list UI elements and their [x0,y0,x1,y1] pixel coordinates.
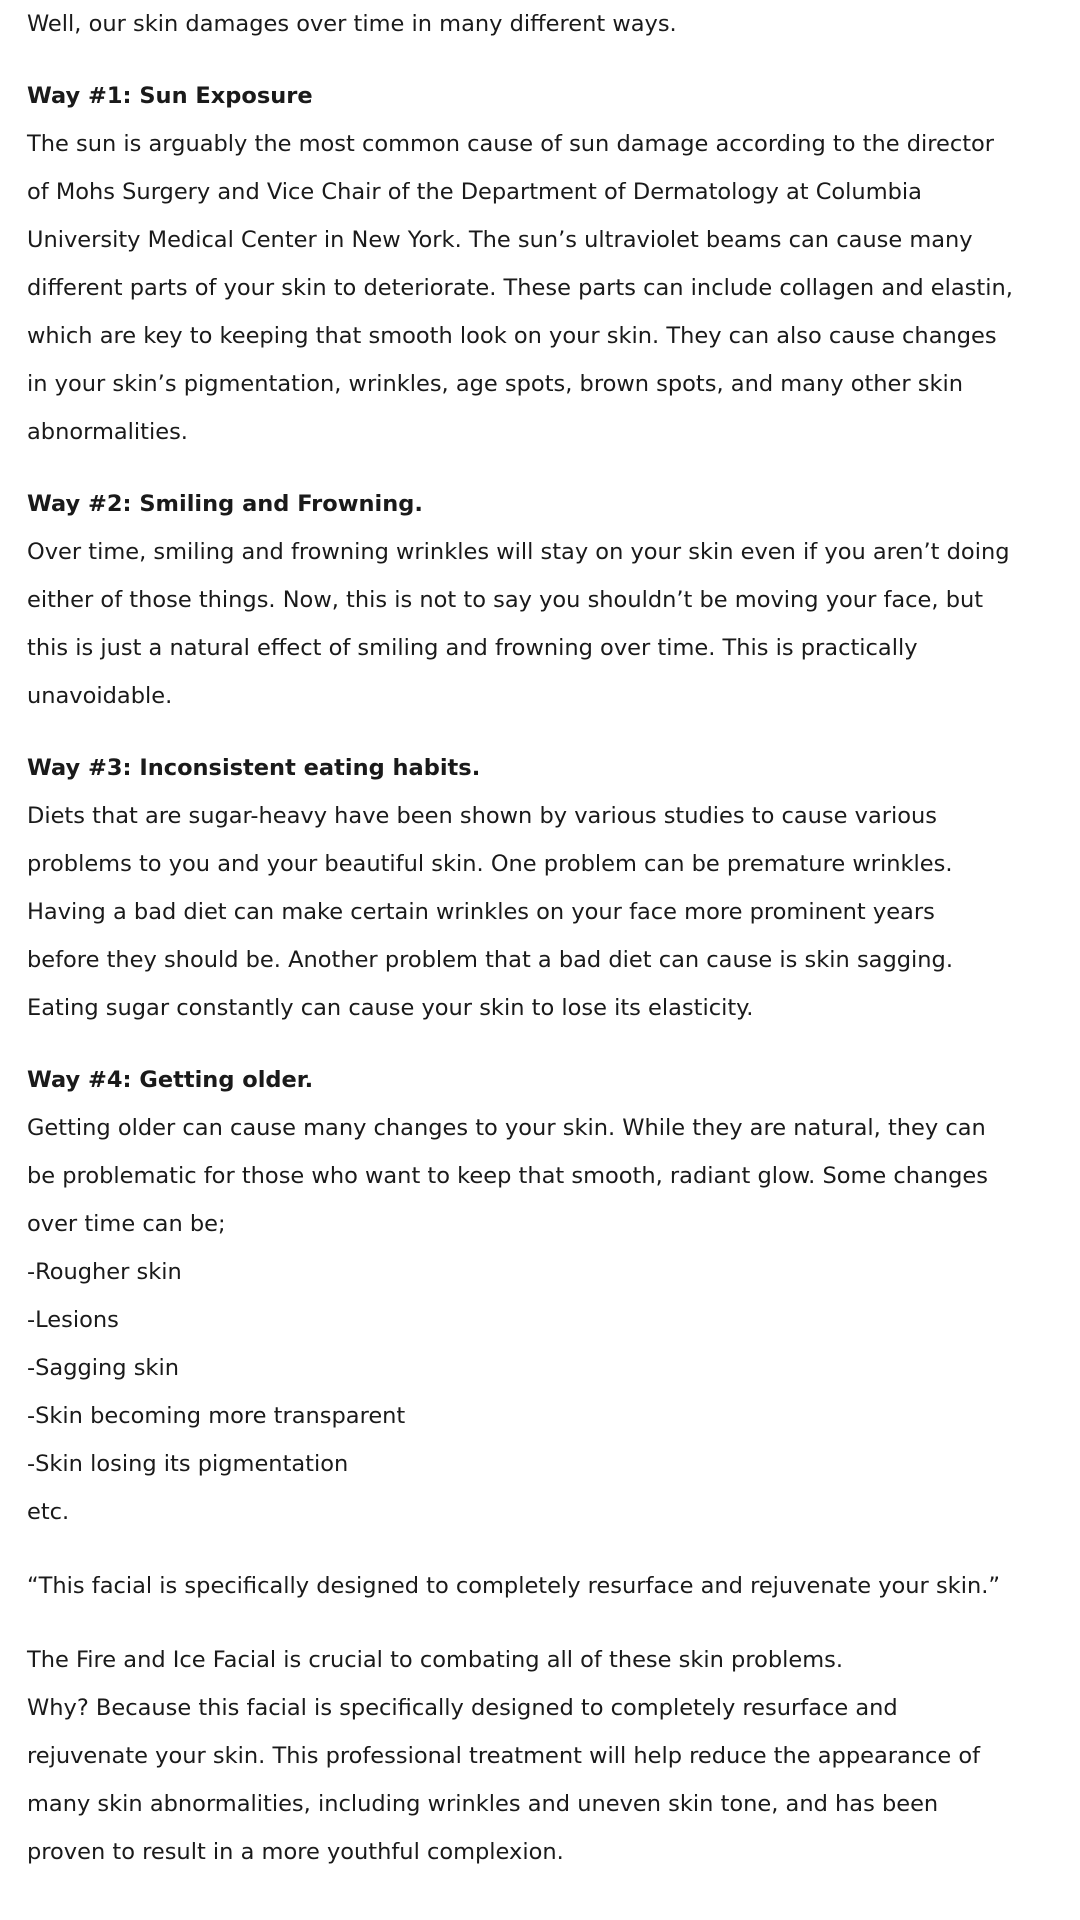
paragraph-line: Diets that are sugar-heavy have been shown by various studies to cause various [27,803,937,829]
paragraph-line: of Mohs Surgery and Vice Chair of the Department of Dermatology at Columbia [27,179,922,205]
section-sun-exposure [27,72,1067,456]
list-item: -Skin losing its pigmentation [27,1451,349,1477]
paragraph-line: different parts of your skin to deteriorate. These parts can include collagen and elastin, [27,275,1013,301]
paragraph-line: this is just a natural effect of smiling and frowning over time. This is practically [27,635,918,661]
paragraph-line: which are key to keeping that smooth look on your skin. They can also cause changes [27,323,997,349]
paragraph-line: many skin abnormalities, including wrinkles and uneven skin tone, and has been [27,1791,939,1817]
pull-quote: “This facial is specifically designed to completely resurface and rejuvenate your skin.” [27,1573,1001,1599]
paragraph-line: Having a bad diet can make certain wrinkles on your face more prominent years [27,899,935,925]
paragraph-line: Over time, smiling and frowning wrinkles will stay on your skin even if you aren’t doing [27,539,1010,565]
spacer [27,1610,1067,1636]
section-heading: Way #1: Sun Exposure [27,83,313,109]
section-smiling-frowning [27,480,1067,720]
list-item: -Lesions [27,1307,119,1333]
list-item: -Rougher skin [27,1259,182,1285]
spacer [27,720,1067,744]
paragraph-line: in your skin’s pigmentation, wrinkles, age spots, brown spots, and many other skin [27,371,964,397]
section-heading: Way #2: Smiling and Frowning. [27,491,423,517]
paragraph-line: Getting older can cause many changes to your skin. While they are natural, they can [27,1115,986,1141]
spacer [27,1536,1067,1562]
paragraph-line: either of those things. Now, this is not to say you shouldn’t be moving your face, but [27,587,984,613]
section-heading: Way #4: Getting older. [27,1067,314,1093]
paragraph-line: before they should be. Another problem that a bad diet can cause is skin sagging. [27,947,953,973]
paragraph-line: abnormalities. [27,419,188,445]
spacer [27,1032,1067,1056]
paragraph-line: over time can be; [27,1211,226,1237]
list-item: -Sagging skin [27,1355,179,1381]
paragraph-line: Eating sugar constantly can cause your skin to lose its elasticity. [27,995,754,1021]
closing-section [27,1636,1067,1876]
paragraph-line: unavoidable. [27,683,173,709]
section-heading: Way #3: Inconsistent eating habits. [27,755,481,781]
paragraph-line: The Fire and Ice Facial is crucial to combating all of these skin problems. [27,1647,844,1673]
section-getting-older [27,1056,1067,1536]
section-eating-habits [27,744,1067,1032]
paragraph-line: etc. [27,1499,70,1525]
paragraph-line: rejuvenate your skin. This professional treatment will help reduce the appearance of [27,1743,981,1769]
paragraph-line: proven to result in a more youthful complexion. [27,1839,564,1865]
intro-text: Well, our skin damages over time in many different ways. [27,11,677,37]
paragraph-line: The sun is arguably the most common cause of sun damage according to the director [27,131,995,157]
article-body [27,0,1067,1876]
paragraph-line: be problematic for those who want to keep that smooth, radiant glow. Some changes [27,1163,988,1189]
paragraph-line: problems to you and your beautiful skin. One problem can be premature wrinkles. [27,851,953,877]
paragraph-line: Why? Because this facial is specifically designed to completely resurface and [27,1695,898,1721]
list-item: -Skin becoming more transparent [27,1403,406,1429]
paragraph-line: University Medical Center in New York. The sun’s ultraviolet beams can cause many [27,227,973,253]
spacer [27,456,1067,480]
spacer [27,48,1067,72]
